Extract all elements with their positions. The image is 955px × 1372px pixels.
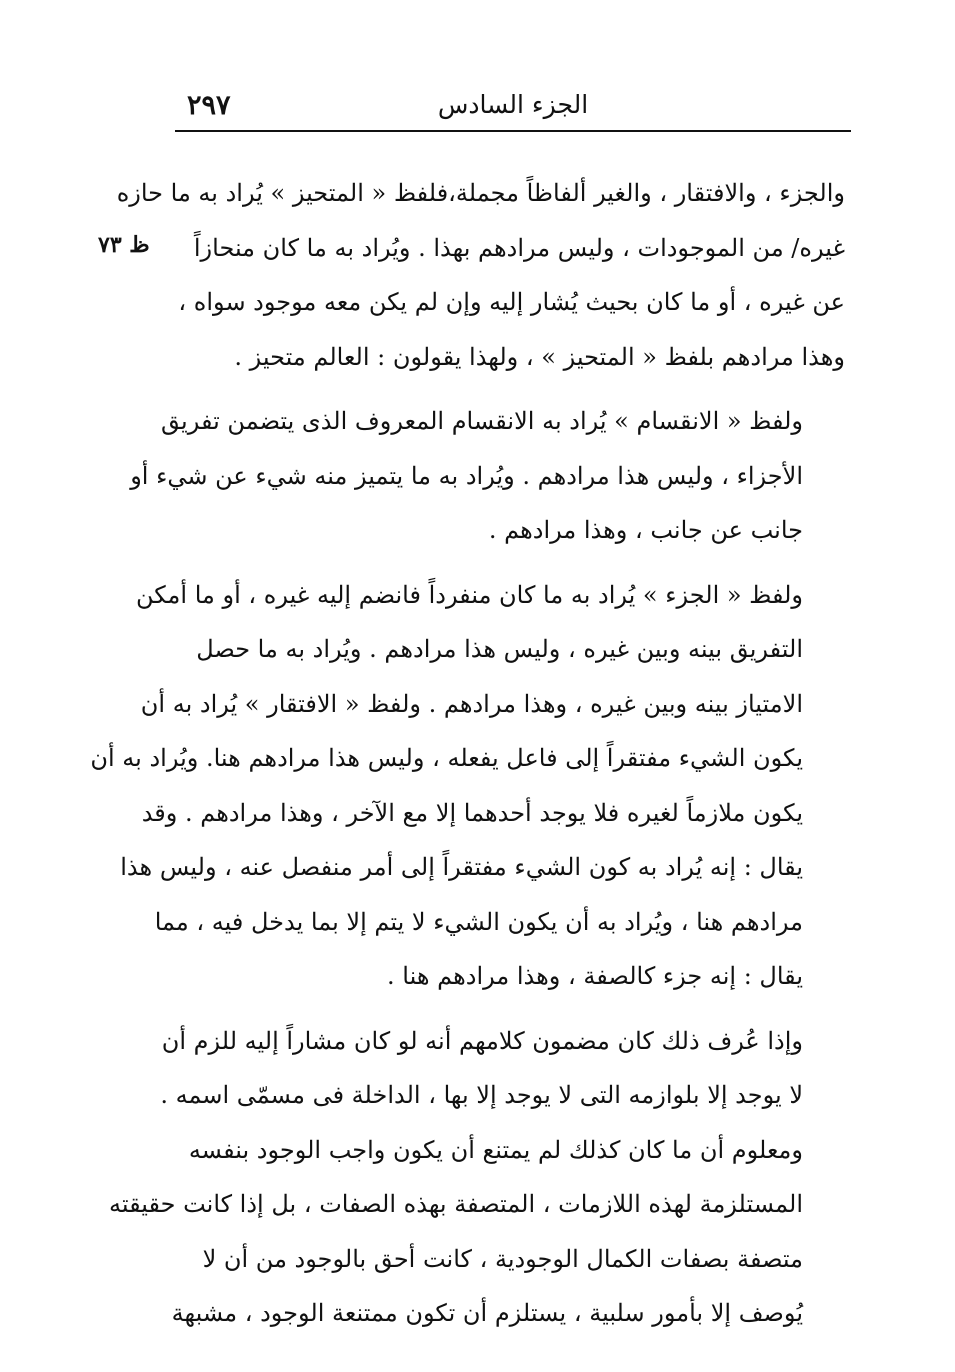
text-line: لا يوجد إلا بلوازمه التى لا يوجد إلا بها ، الداخلة فى مسمّى اسمه . [160,1081,803,1109]
text-line: يُوصف إلا بأمور سلبية ، يستلزم أن تكون ممتنعة الوجود ، مشبهة [171,1299,803,1327]
running-head: الجزء السادس [437,90,589,119]
text-line: الامتياز بينه وبين غيره ، وهذا مرادهم . ولفظ « الافتقار » يُراد به أن [140,689,803,718]
text-line: ولفظ « الجزء » يُراد به ما كان منفرداً فانضم إليه غيره ، أو ما أمكن [136,580,803,609]
text-line: يكون الشيء مفتقراً إلى فاعل يفعله ، وليس هذا مرادهم هنا. ويُراد به أن [90,744,803,772]
text-line: يقال : إنه يُراد به كون الشيء مفتقراً إلى أمر منفصل عنه ، وليس هذا [120,853,803,881]
paragraph-2 [130,394,845,558]
text-line: جانب عن جانب ، وهذا مرادهم . [488,516,803,544]
text-line: مرادهم هنا ، ويُراد به أن يكون الشيء لا يتم إلا بما يدخل فيه ، مما [154,907,803,936]
text-line: الأجزاء ، وليس هذا مرادهم . ويُراد به ما يتميز منه شيء عن شيء أو [130,461,803,490]
text-line: عن غيره ، أو ما كان بحيث يُشار إليه وإن لم يكن معه موجود سواه ، [178,288,845,316]
text-line: ولفظ « الانقسام » يُراد به الانقسام المعروف الذى يتضمن تفريق [161,407,803,435]
text-line: يكون ملازماً لغيره فلا يوجد أحدهما إلا مع الآخر ، وهذا مرادهم . وقد [141,798,803,827]
page-header [175,82,851,132]
text-line: ومعلوم أن ما كان كذلك لم يمتنع أن يكون واجب الوجود بنفسه [188,1135,803,1164]
paragraph-3 [90,568,845,1004]
text-line: غيره/ من الموجودات ، وليس مرادهم بهذا . ويُراد به ما كان منحازاً [193,233,845,262]
paragraph-4 [108,1014,845,1341]
page-number: ٢٩٧ [187,90,231,121]
text-line: وإذا عُرف ذلك كان مضمون كلامهم أنه لو كان مشاراً إليه للزم أن [161,1026,803,1055]
text-line: التفريق بينه وبين غيره ، وليس هذا مرادهم . ويُراد به ما حصل [196,635,803,663]
text-line: المستلزمة لهذه اللازمات ، المتصفة بهذه الصفات ، بل إذا كانت حقيقته [108,1190,803,1218]
text-line: والجزء ، والافتقار ، والغير ألفاظاً مجملة،فلفظ « المتحيز » يُراد به ما حازه [116,179,845,207]
margin-folio-note: ظ ٧٣ [98,232,150,258]
text-line: يقال : إنه جزء كالصفة ، وهذا مرادهم هنا . [387,962,803,990]
text-line: متصفة بصفات الكمال الوجودية ، كانت أحق بالوجود من أن لا [202,1244,803,1273]
text-line: وهذا مرادهم بلفظ « المتحيز » ، ولهذا يقولون : العالم متحيز . [234,342,845,371]
